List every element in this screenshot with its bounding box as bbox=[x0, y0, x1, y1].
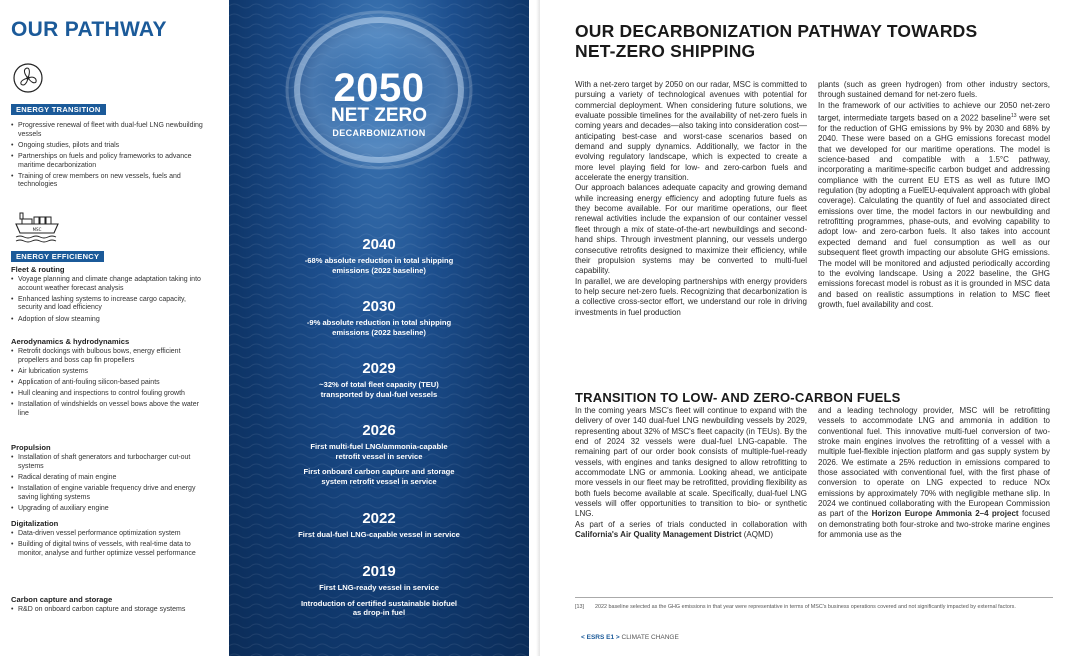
fuels-paragraph-3 bbox=[818, 406, 1050, 540]
list-item: • Enhanced lashing systems to increase cargo capacity, security and load efficiency bbox=[11, 296, 211, 313]
page-title-line2: NET-ZERO SHIPPING bbox=[575, 41, 756, 61]
list-item: • Retrofit dockings with bulbous bows, energy efficient propellers and boss cap fin propellers bbox=[11, 348, 211, 365]
fuels-paragraph-3a: and a leading technology provider, MSC will be retrofitting vessels to accommodate LNG and ammonia in addition to conventional fuel. This innovative multi-fuel conversion of two-stroke main engines involves the retrofitting of a vessel with a multiple fuel-flexible injection platform and gas supply system by 2026. We estimate a 25% reduction in emissions compared to those associated with conventional fuel, with the first phase of conversion to operate on LNG expected to reduce NOx emissions by approximately 70% with negligible methane slip. In 2024 we continued collaborating with the European Commission as part of the bbox=[818, 406, 1050, 519]
list-item: • Building of digital twins of vessels, with real-time data to monitor, analyse and further optimize vessel performance bbox=[11, 541, 211, 558]
ship-hull-label: MSC bbox=[32, 227, 42, 232]
energy-transition-list bbox=[11, 122, 211, 193]
list-item: • Data-driven vessel performance optimization system bbox=[11, 530, 211, 539]
fuels-paragraph-2a: As part of a series of trials conducted in collaboration with bbox=[575, 519, 807, 529]
fuels-paragraph-2b: (AQMD) bbox=[741, 530, 774, 540]
target-year: 2050 bbox=[333, 66, 425, 110]
efficiency-group-list bbox=[11, 276, 211, 327]
section-title-fuels: TRANSITION TO LOW- AND ZERO-CARBON FUELS bbox=[575, 390, 901, 405]
efficiency-group-list bbox=[11, 606, 211, 617]
pathway-column bbox=[11, 0, 223, 656]
energy-transition-banner: ENERGY TRANSITION bbox=[11, 104, 106, 115]
target-decarbonization: DECARBONIZATION bbox=[332, 128, 426, 138]
list-item: • Voyage planning and climate change adaptation taking into account weather forecast analysis bbox=[11, 276, 211, 293]
list-item: • Installation of engine variable frequency drive and energy saving lighting systems bbox=[11, 485, 211, 502]
energy-efficiency-banner: ENERGY EFFICIENCY bbox=[11, 251, 104, 262]
milestone-text: -9% absolute reduction in total shipping bbox=[306, 318, 452, 327]
intro-paragraph-5a: In the framework of our activities to achieve our 2050 net-zero target, intermediate targets based on a 2022 baseline bbox=[818, 100, 1050, 123]
milestone-extra-text: system retrofit vessel in service bbox=[321, 476, 437, 486]
list-item: • Ongoing studies, pilots and trials bbox=[11, 142, 211, 151]
intro-paragraph-5b: were set for the reduction of GHG emissions by 9% by 2030 and 68% by 2040. These were based on a GHG emissions forecast model that we developed for our maritime operations. The model is science-based and compatible with a 1.5°C pathway, incorporating a maritime-specific carbon budget and addressing compliance with the current EU ETS as well as future IMO regulation (by adopting a FuelEU-equivalent approach with global coverage). Calculating the quantity of fuel and associated direct emissions over time, the model factors in our newbuilding and retrofitting programmes, phase-outs, and evolving capability to adopt low- and zero-carbon fuels. It also takes into account expected demand and fuel consumption as well as our subsequent fleet growth impacting our absolute GHG emissions. The model will be monitored and adjusted periodically according to the evolving landscape. Using a 2022 baseline, the GHG emissions forecast model is robust as it is grounded in MSC data and based on realistic assumptions in relation to MSC fleet growth, fuel availability and cost. bbox=[818, 113, 1050, 309]
efficiency-group-heading: Carbon capture and storage bbox=[11, 595, 113, 604]
list-item: • Partnerships on fuels and policy frameworks to advance maritime decarbonization bbox=[11, 153, 211, 170]
fuels-column-right bbox=[818, 406, 1050, 540]
efficiency-group-heading: Propulsion bbox=[11, 443, 51, 452]
efficiency-group-heading: Aerodynamics & hydrodynamics bbox=[11, 337, 130, 346]
footnote-number: [13] bbox=[575, 604, 584, 610]
horizon-project-name: Horizon Europe Ammonia 2–4 project bbox=[871, 509, 1019, 519]
intro-paragraph-5 bbox=[818, 101, 1050, 311]
propeller-icon bbox=[13, 63, 43, 93]
target-net-zero: NET ZERO bbox=[330, 105, 428, 126]
milestone-text: transported by dual-fuel vessels bbox=[320, 389, 438, 399]
right-page bbox=[540, 0, 1080, 656]
milestone-text: First dual-fuel LNG-capable vessel in service bbox=[298, 530, 460, 539]
list-item: • Hull cleaning and inspections to control fouling growth bbox=[11, 390, 211, 399]
intro-paragraph-4: plants (such as green hydrogen) from other industry sectors, through sustained demand for net-zero fuels. bbox=[818, 80, 1050, 100]
milestone-text: emissions (2022 baseline) bbox=[332, 327, 426, 337]
breadcrumb-link-esrs-e1[interactable]: ESRS E1 bbox=[586, 634, 615, 641]
intro-paragraph-3: In parallel, we are developing partnerships with energy providers to help secure net-zero fuels. Recognizing that decarbonization is a collective cross-sector effort, we understand our role in driving investments in fuel production bbox=[575, 276, 807, 317]
efficiency-group-heading: Fleet & routing bbox=[11, 265, 65, 274]
breadcrumb-separator: > bbox=[615, 634, 620, 641]
fuels-paragraph-2 bbox=[575, 520, 807, 541]
intro-paragraph-1: With a net-zero target by 2050 on our radar, MSC is committed to pursuing a variety of technological avenues with potential for commercial deployment. When considering future solutions, we evaluate possible timelines for the availability of net-zero fuels in coming years and decades—also taking into consideration cost—anticipating best-case and worst-case scenarios based on demand and supply dynamics. Additionally, we factor in the evolving regulatory landscape, which is expected to create a more level playing field for low- and zero-carbon fuels and accelerate the energy transition. bbox=[575, 80, 807, 183]
list-item: • Radical derating of main engine bbox=[11, 474, 211, 483]
page-title bbox=[575, 21, 1045, 61]
list-item: • Adoption of slow steaming bbox=[11, 316, 211, 325]
milestone-year: 2026 bbox=[362, 422, 396, 439]
list-item: • Air lubrication systems bbox=[11, 368, 211, 377]
breadcrumb-current: CLIMATE CHANGE bbox=[621, 634, 679, 641]
efficiency-group-list bbox=[11, 454, 211, 516]
intro-column-right bbox=[818, 80, 1050, 310]
list-item: • Upgrading of auxiliary engine bbox=[11, 505, 211, 514]
fuels-paragraph-3b: focused on demonstrating both four-stroke and two-stroke marine engines for ammonia use as the bbox=[818, 509, 1050, 540]
efficiency-group-list bbox=[11, 348, 211, 421]
footnote-ref[interactable]: 13 bbox=[1010, 113, 1017, 120]
ship-icon bbox=[14, 205, 62, 245]
milestone-extra-text: as drop-in fuel bbox=[352, 608, 406, 617]
list-item: • Application of anti-fouling silicon-based paints bbox=[11, 379, 211, 388]
breadcrumb bbox=[581, 634, 679, 641]
sea-timeline-panel bbox=[229, 0, 529, 656]
milestone-text: First multi-fuel LNG/ammonia-capable bbox=[310, 442, 448, 451]
list-item: • Progressive renewal of fleet with dual-fuel LNG newbuilding vessels bbox=[11, 122, 211, 139]
list-item: • Installation of windshields on vessel bows above the water line bbox=[11, 401, 211, 418]
fuels-paragraph-1: In the coming years MSC's fleet will continue to expand with the delivery of over 140 dual-fuel LNG newbuilding vessels by 2029, representing about 32% of MSC's fleet capacity (in TEUs). By the end of 2024 32 vessels were dual-fuel LNG-capable. The remaining part of our order book consists of multiple-fuel-ready vessels, with engines and tanks designed to allow retrofitting to accommodate LNG or ammonia. Looking ahead, we anticipate more vessels in our fleet may be retrofitted, providing flexibility as both fuels become available at scale. Specifically, dual-fuel LNG vessels will offer opportunities to transition to bio- or synthetic LNG. bbox=[575, 406, 807, 519]
milestone-text: retrofit vessel in service bbox=[335, 451, 423, 461]
intro-paragraph-2: Our approach balances adequate capacity and growing demand while increasing energy efficiency and adopting future fuels as they become available. For our maritime operations, our fleet renewal activities include the expansion of our container vessel fleet through a mix of state-of-the-art newbuildings and second-hand ships. Through investment planning, our vessels undergo consecutive retrofits designed to maximize their efficiency, while their propulsion systems may be converted to multi-fuel capability. bbox=[575, 183, 807, 276]
milestone-text: emissions (2022 baseline) bbox=[332, 265, 426, 275]
page-title-line1: OUR DECARBONIZATION PATHWAY TOWARDS bbox=[575, 21, 978, 41]
footnote-divider bbox=[575, 597, 1053, 598]
milestone-year: 2029 bbox=[362, 360, 396, 377]
footnote-text: 2022 baseline selected as the GHG emissions in that year were representative in terms of MSC's business operations covered and not significantly impacted by external factors. bbox=[595, 604, 1016, 610]
milestone-year: 2022 bbox=[362, 510, 396, 527]
efficiency-group-list bbox=[11, 530, 211, 561]
breadcrumb-back-icon[interactable]: < bbox=[581, 634, 585, 641]
milestone-extra-text: First onboard carbon capture and storage bbox=[303, 467, 455, 476]
efficiency-group-heading: Digitalization bbox=[11, 519, 59, 528]
milestone-year: 2030 bbox=[362, 298, 396, 315]
milestone-text: First LNG-ready vessel in service bbox=[319, 583, 439, 592]
list-item: • Training of crew members on new vessels, fuels and technologies bbox=[11, 173, 211, 190]
milestone-text: -68% absolute reduction in total shipping bbox=[304, 256, 454, 265]
milestone-year: 2019 bbox=[362, 563, 396, 580]
intro-column-left bbox=[575, 80, 807, 318]
milestone-text: ~32% of total fleet capacity (TEU) bbox=[319, 380, 439, 389]
fuels-column-left bbox=[575, 406, 807, 540]
aqmd-name: California's Air Quality Management District bbox=[575, 530, 742, 540]
milestone-extra-text: Introduction of certified sustainable biofuel bbox=[300, 598, 458, 608]
pathway-title: OUR PATHWAY bbox=[11, 18, 167, 41]
list-item: • R&D on onboard carbon capture and storage systems bbox=[11, 606, 211, 615]
milestone-year: 2040 bbox=[362, 236, 396, 253]
list-item: • Installation of shaft generators and turbocharger cut-out systems bbox=[11, 454, 211, 471]
